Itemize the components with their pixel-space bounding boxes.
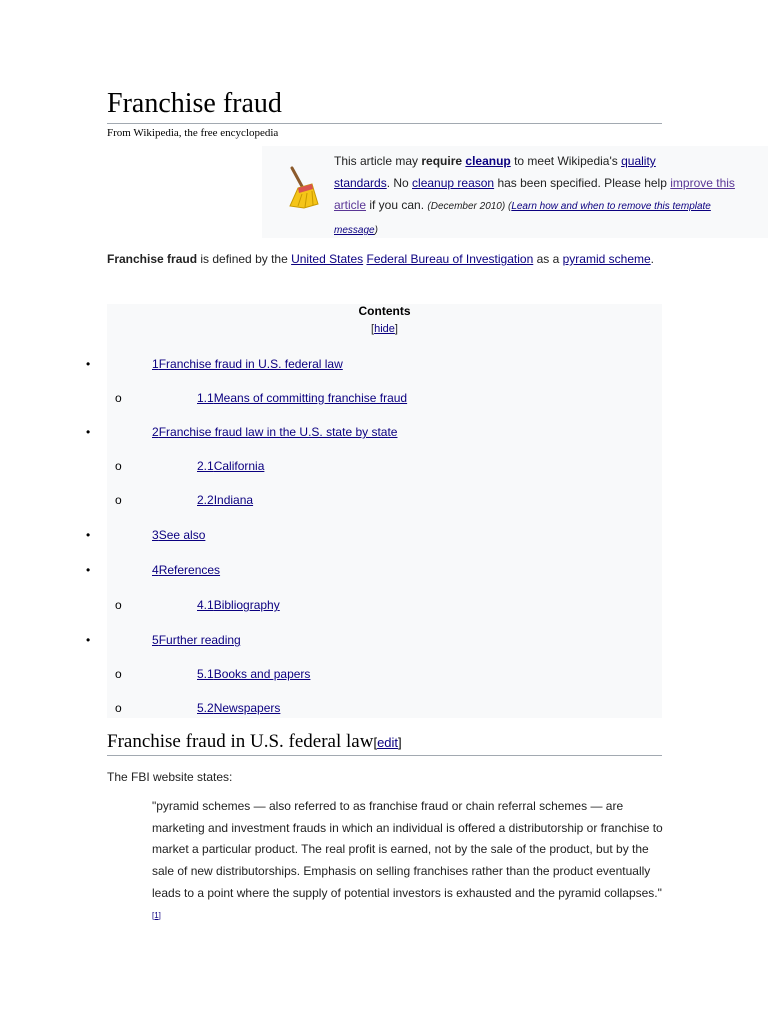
cleanup-reason-link[interactable]: cleanup reason	[412, 176, 495, 190]
toc-item-number: 5	[152, 633, 159, 647]
toc-title: Contents	[358, 304, 411, 318]
toc-item-text: Means of committing franchise fraud	[213, 391, 408, 405]
section-lead: The FBI website states:	[107, 770, 233, 784]
edit-section-link[interactable]: edit	[377, 735, 399, 750]
toc-bullet: •	[86, 633, 91, 647]
toc-item[interactable]	[197, 459, 264, 473]
intro-paragraph: Franchise fraud is defined by the United States Federal Bureau of Investigation as a pyramid scheme.	[107, 252, 654, 266]
cleanup-link[interactable]: cleanup	[465, 154, 511, 168]
toc-item-text: See also	[158, 528, 206, 542]
toc-item[interactable]	[197, 493, 253, 507]
toc-item-text: California	[213, 459, 265, 473]
quality-standards-link[interactable]: quality	[621, 154, 656, 168]
toc-item-text: Franchise fraud in U.S. federal law	[158, 357, 343, 371]
toc-item-text: Books and papers	[213, 667, 311, 681]
toc-item-text: References	[158, 563, 221, 577]
fbi-link[interactable]: Federal Bureau of Investigation	[366, 252, 534, 266]
toc-subbullet: o	[115, 667, 122, 681]
toc-item[interactable]	[152, 425, 397, 439]
toc-bullet: •	[86, 425, 91, 439]
toc-item[interactable]	[152, 563, 220, 577]
toc-item[interactable]	[197, 667, 310, 681]
toc-bullet: •	[86, 528, 91, 542]
toc-item[interactable]	[197, 598, 280, 612]
toc-subbullet: o	[115, 701, 122, 715]
section-edit: [edit]	[373, 735, 402, 750]
toc-item[interactable]	[197, 391, 407, 405]
toc-bullet: •	[86, 357, 91, 371]
pyramid-scheme-link[interactable]: pyramid scheme	[562, 252, 651, 266]
toc-item-text: Indiana	[213, 493, 254, 507]
toc-item-text: Newspapers	[213, 701, 281, 715]
learn-remove-template-link[interactable]: Learn how and when to remove this template	[511, 201, 711, 212]
toc-item-number: 1	[152, 357, 159, 371]
toc-item-text: Further reading	[158, 633, 241, 647]
toc-subbullet: o	[115, 459, 122, 473]
page-title: Franchise fraud	[107, 88, 282, 119]
toc-item-number: 1.1	[197, 391, 214, 405]
toc-subbullet: o	[115, 493, 122, 507]
toc-item[interactable]	[197, 701, 280, 715]
toc-item-text: Bibliography	[213, 598, 280, 612]
toc-bullet: •	[86, 563, 91, 577]
improve-article-link[interactable]: improve this	[670, 176, 735, 190]
toc-hide-link[interactable]: hide	[374, 323, 395, 335]
toc-item-number: 2.1	[197, 459, 214, 473]
toc-subbullet: o	[115, 598, 122, 612]
fbi-quote: "pyramid schemes — also referred to as franchise fraud or chain referral schemes — are marketing and investment frauds in which an individual is offered a distributorship or franchise to market a particular product. The real profit is earned, not by the sale of the product, but by the sale of new distributorships. Emphasis on selling franchises rather than the product eventually leads to a point where the supply of potential investors is exhausted and the pyramid collapses." [1]	[152, 799, 663, 920]
toc-item-number: 4.1	[197, 598, 214, 612]
toc-item-number: 4	[152, 563, 159, 577]
standards-link[interactable]: standards	[334, 176, 387, 190]
toc-item[interactable]	[152, 357, 343, 371]
section-divider	[107, 755, 662, 756]
cleanup-notice-text: This article may require cleanup to meet Wikipedia's quality standards. No cleanup reason has been specified. Please help improve this article if you can. (December 2010) (Learn how and when to remove this template message)	[334, 154, 735, 236]
broom-icon	[284, 166, 320, 210]
united-states-link[interactable]: United States	[291, 252, 364, 266]
cleanup-notice	[262, 146, 768, 238]
toc-item[interactable]	[152, 633, 241, 647]
section-heading: Franchise fraud in U.S. federal law[edit]	[107, 731, 402, 752]
page-tagline: From Wikipedia, the free encyclopedia	[107, 127, 279, 139]
toc-item-text: Franchise fraud law in the U.S. state by state	[158, 425, 398, 439]
toc-item-number: 5.1	[197, 667, 214, 681]
toc-hide-toggle: [hide]	[371, 323, 398, 335]
toc-item-number: 3	[152, 528, 159, 542]
title-divider	[107, 123, 662, 124]
toc-item-number: 2.2	[197, 493, 214, 507]
improve-article-link-2[interactable]: article	[334, 198, 367, 212]
toc-subbullet: o	[115, 391, 122, 405]
toc-item-number: 5.2	[197, 701, 214, 715]
toc-item[interactable]	[152, 528, 205, 542]
learn-remove-template-link-2[interactable]: message	[334, 225, 375, 236]
citation-link[interactable]: [1]	[152, 910, 161, 920]
toc-item-number: 2	[152, 425, 159, 439]
